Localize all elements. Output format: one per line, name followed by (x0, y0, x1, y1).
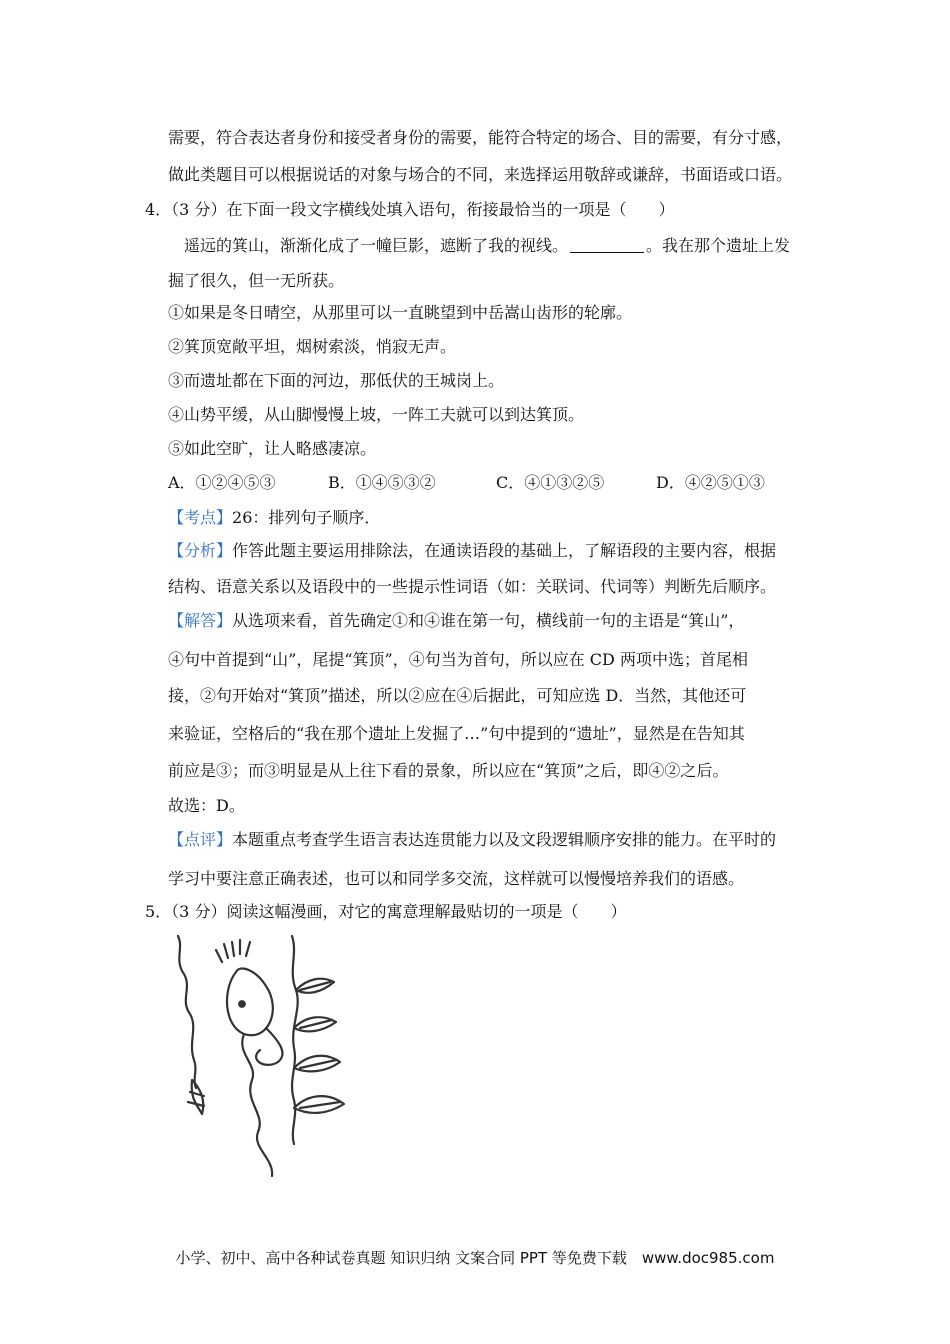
fenxi-line-1 (168, 541, 776, 561)
answer-line: 故选：D。 (168, 796, 245, 815)
cartoon-illustration (170, 930, 370, 1182)
question-4-stem: 4．（3 分）在下面一段文字横线处填入语句，衔接最恰当的一项是（ ） (145, 200, 675, 219)
option-b: B．①④⑤③② (328, 473, 436, 492)
option-d: D．④②⑤①③ (656, 473, 765, 492)
intro-line-1: 需要，符合表达者身份和接受者身份的需要，能符合特定的场合、目的需要，有分寸感， (168, 128, 793, 147)
dianping-text-1: 本题重点考查学生语言表达连贯能力以及文段逻辑顺序安排的能力。在平时的 (232, 830, 777, 849)
passage-line-2: 掘了很久，但一无所获。 (168, 271, 345, 290)
jieda-text-1: 从选项来看，首先确定①和④谁在第一句，横线前一句的主语是“箕山”， (232, 611, 745, 630)
fenxi-tag: 【分析】 (168, 541, 233, 560)
jieda-line-5: 前应是③；而③明显是从上往下看的景象，所以应在“箕顶”之后，即④②之后。 (168, 761, 729, 780)
option-a: A．①②④⑤③ (168, 473, 276, 492)
option-c: C．④①③②⑤ (496, 473, 605, 492)
dianping-tag: 【点评】 (168, 830, 233, 849)
jieda-line-4: 来验证，空格后的“我在那个遗址上发掘了…”句中提到的“遗址”，显然是在告知其 (168, 724, 745, 743)
kaodian-text: 26：排列句子顺序． (232, 508, 381, 527)
sentence-1: ①如果是冬日晴空，从那里可以一直眺望到中岳嵩山齿形的轮廓。 (168, 303, 633, 322)
dianping-line-1 (168, 830, 776, 850)
jieda-line-2: ④句中首提到“山”，尾提“箕顶”，④句当为首句，所以应在 CD 两项中选；首尾相 (168, 650, 748, 669)
fenxi-text-1: 作答此题主要运用排除法，在通读语段的基础上，了解语段的主要内容，根据 (232, 541, 777, 560)
passage-line-1 (184, 236, 790, 256)
intro-line-2: 做此类题目可以根据说话的对象与场合的不同，来选择运用敬辞或谦辞，书面语或口语。 (168, 165, 793, 184)
question-5-stem: 5．（3 分）阅读这幅漫画，对它的寓意理解最贴切的一项是（ ） (145, 902, 627, 921)
jieda-line-1 (168, 611, 744, 631)
jieda-tag: 【解答】 (168, 611, 233, 630)
passage-text-b: 。我在那个遗址上发 (646, 236, 791, 255)
dianping-line-2: 学习中要注意正确表述，也可以和同学多交流，这样就可以慢慢培养我们的语感。 (168, 869, 745, 888)
sentence-4: ④山势平缓，从山脚慢慢上坡，一阵工夫就可以到达箕顶。 (168, 405, 585, 424)
jieda-line-3: 接，②句开始对“箕顶”描述，所以②应在④后据此，可知应选 D．当然，其他还可 (168, 686, 747, 705)
passage-text-a: 遥远的箕山，渐渐化成了一幢巨影，遮断了我的视线。 (184, 236, 569, 255)
kaodian-tag: 【考点】 (168, 508, 233, 527)
sentence-2: ②箕顶宽敞平坦，烟树索淡，悄寂无声。 (168, 337, 457, 356)
answer-blank (570, 238, 644, 253)
fenxi-line-2: 结构、语意关系以及语段中的一些提示性词语（如：关联词、代词等）判断先后顺序。 (168, 577, 777, 596)
sentence-5: ⑤如此空旷，让人略感凄凉。 (168, 439, 377, 458)
footer-banner: 小学、初中、高中各种试卷真题 知识归纳 文案合同 PPT 等免费下载 www.doc985.com (175, 1249, 775, 1267)
sentence-3: ③而遗址都在下面的河边，那低伏的王城岗上。 (168, 371, 505, 390)
kaodian-line (168, 508, 380, 528)
